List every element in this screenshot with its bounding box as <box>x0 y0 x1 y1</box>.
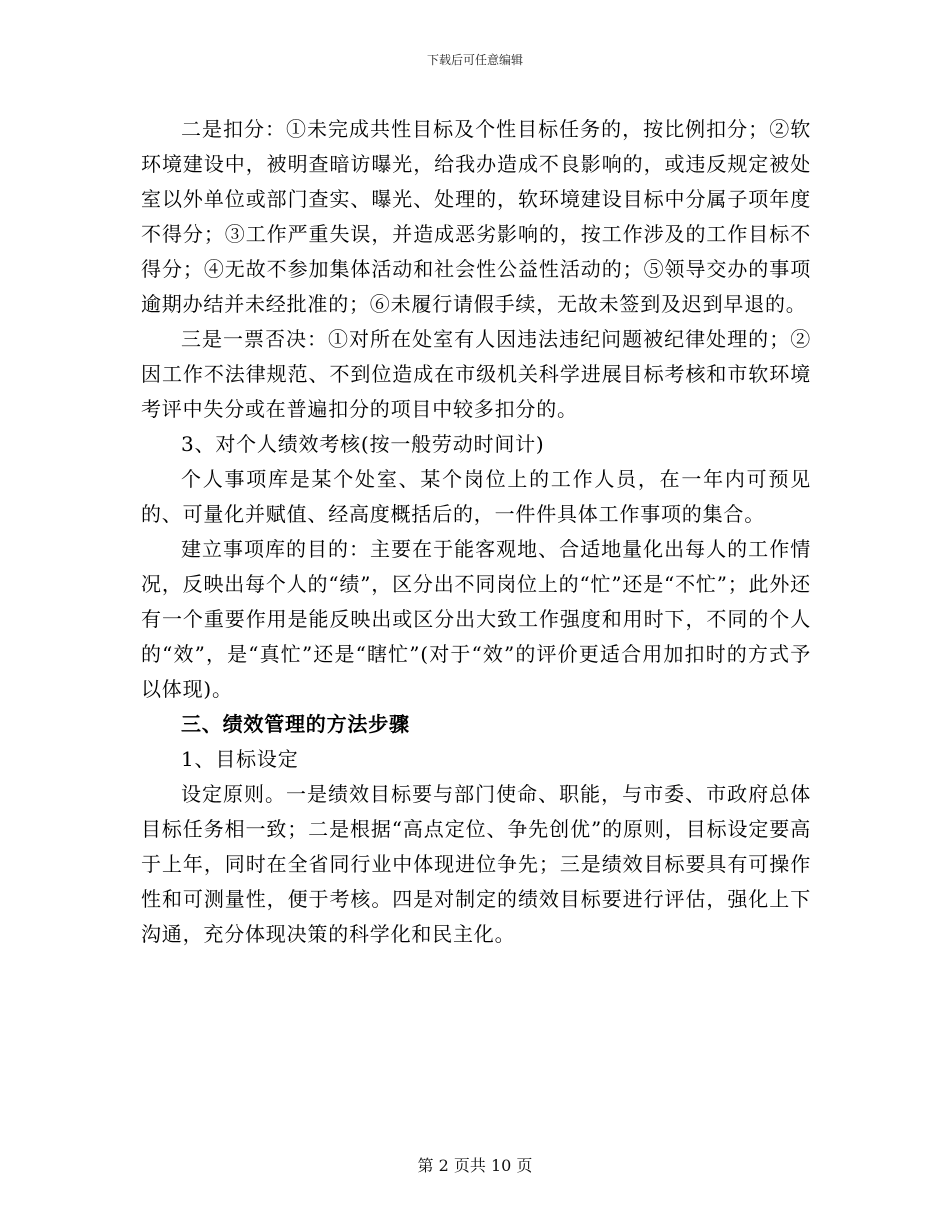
paragraph-setting-principles: 设定原则。一是绩效目标要与部门使命、职能，与市委、市政府总体目标任务相一致；二是根据“高点定位、争先创优”的原则，目标设定要高于上年，同时在全省同行业中体现进位争先；三是绩效目标要具有可操作性和可测量性，便于考核。四是对制定的绩效目标要进行评估，强化上下沟通，充分体现决策的科学化和民主化。 <box>141 782 811 946</box>
section-heading-methods: 三、绩效管理的方法步骤 <box>181 712 410 736</box>
paragraph-veto: 三是一票否决：①对所在处室有人因违法违纪问题被纪律处理的；②因工作不法律规范、不到位造成在市级机关科学进展目标考核和市软环境考评中失分或在普遍扣分的项目中较多扣分的。 <box>141 327 811 421</box>
page-footer: 第 2 页共 10 页 <box>417 1156 533 1175</box>
paragraph-individual-assessment: 3、对个人绩效考核(按一般劳动时间计) <box>181 432 545 456</box>
paragraph-item-library-definition: 个人事项库是某个处室、某个岗位上的工作人员，在一年内可预见的、可量化并赋值、经高度概括后的，一件件具体工作事项的集合。 <box>141 467 811 526</box>
paragraph-deduction: 二是扣分：①未完成共性目标及个性目标任务的，按比例扣分；②软环境建设中，被明查暗访曝光，给我办造成不良影响的，或违反规定被处室以外单位或部门查实、曝光、处理的，软环境建设目标中分属子项年度不得分；③工作严重失误，并造成恶劣影响的，按工作涉及的工作目标不得分；④无故不参加集体活动和社会性公益性活动的；⑤领导交办的事项逾期办结并未经批准的；⑥未履行请假手续，无故未签到及迟到早退的。 <box>141 117 811 316</box>
document-body <box>141 112 811 952</box>
paragraph-item-library-purpose: 建立事项库的目的：主要在于能客观地、合适地量化出每人的工作情况，反映出每个人的“绩”，区分出不同岗位上的“忙”还是“不忙”；此外还有一个重要作用是能反映出或区分出大致工作强度和用时下，不同的个人的“效”，是“真忙”还是“瞎忙”(对于“效”的评价更适合用加扣时的方式予以体现)。 <box>141 537 811 701</box>
page-header: 下载后可任意编辑 <box>426 53 523 67</box>
paragraph-goal-setting: 1、目标设定 <box>181 747 299 771</box>
